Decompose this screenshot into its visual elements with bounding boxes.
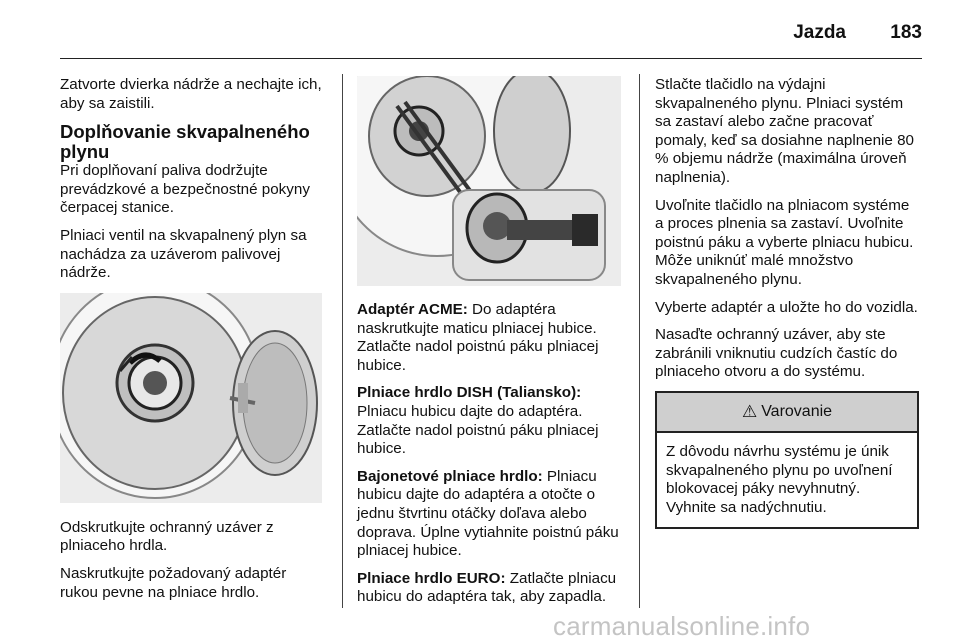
column-1 — [60, 76, 328, 611]
unscrew-cap-paragraph: Odskrutkujte ochranný uzáver z plniaceho hrdla. — [60, 518, 274, 555]
acme-adapter-text: Do adaptéra naskrutkujte maticu plniacej hubice. Zatlačte nadol poistnú páku plniacej hubice. — [357, 301, 599, 374]
euro-adapter-paragraph — [357, 570, 625, 607]
euro-adapter-text: Zatlačte plniacu hubicu do adaptéra tak, aby zapadla. — [357, 569, 617, 606]
filler-neck-illustration — [60, 293, 322, 503]
adapter-illustration — [357, 76, 621, 286]
fit-cap-paragraph: Nasaďte ochranný uzáver, aby ste zabránili vniknutiu cudzích častíc do plniaceho otvoru a do systému. — [655, 326, 898, 381]
column-2 — [357, 76, 625, 616]
figure-filler-neck — [60, 293, 322, 503]
warning-header — [657, 393, 917, 433]
watermark: carmanualsonline.info — [553, 611, 811, 641]
column-divider-2 — [639, 74, 640, 608]
column-divider-1 — [342, 74, 343, 608]
valve-location-paragraph: Plniaci ventil na skvapalnený plyn sa nachádza za uzáverom palivovej nádrže. — [60, 226, 307, 282]
warning-text: Z dôvodu návrhu systému je únik skvapalneného plynu po uvoľnení blokovacej páky nevyhnutný. Vyhnite sa nadýchnutiu. — [666, 442, 893, 516]
dish-adapter-paragraph — [357, 384, 625, 458]
header-divider — [60, 58, 922, 59]
bayonet-adapter-text: Plniacu hubicu dajte do adaptéra a otočte o jednu štvrtinu otáčky doľava alebo doprava. Úplne vytiahnite poistnú páku plniacej hubice. — [357, 467, 619, 560]
warning-box — [655, 391, 919, 529]
bayonet-adapter-label: Bajonetové plniace hrdlo: — [357, 467, 543, 485]
acme-adapter-label: Adaptér ACME: — [357, 301, 468, 318]
page-number: 183 — [890, 22, 922, 43]
press-button-paragraph: Stlačte tlačidlo na výdajni skvapalneného plynu. Plniaci systém sa zastaví alebo začne pracovať pomaly, keď sa dosiahne naplnenie 80 % objemu nádrže (maximálna úroveň naplnenia). — [655, 76, 914, 186]
warning-title: Varovanie — [761, 402, 833, 420]
euro-adapter-label: Plniace hrdlo EURO: — [357, 569, 506, 587]
section-heading: Doplňovanie skvapalneného plynu — [60, 121, 310, 163]
dish-adapter-label: Plniace hrdlo DISH (Taliansko): — [357, 384, 582, 402]
dish-adapter-text: Plniacu hubicu dajte do adaptéra. Zatlačte nadol poistnú páku plniacej hubice. — [357, 402, 599, 458]
warning-triangle-icon: ⚠ — [741, 401, 758, 421]
acme-adapter-paragraph — [357, 301, 625, 375]
column-3 — [655, 76, 921, 529]
remove-adapter-paragraph: Vyberte adaptér a uložte ho do vozidla. — [655, 298, 918, 316]
figure-adapter — [357, 76, 621, 286]
bayonet-adapter-paragraph — [357, 468, 625, 561]
page-title: Jazda — [793, 22, 846, 43]
section-paragraph: Pri doplňovaní paliva dodržujte prevádzkové a bezpečnostné pokyny čerpacej stanice. — [60, 162, 310, 217]
intro-paragraph: Zatvorte dvierka nádrže a nechajte ich, aby sa zaistili. — [60, 76, 322, 112]
screw-adapter-paragraph: Naskrutkujte požadovaný adaptér rukou pevne na plniace hrdlo. — [60, 564, 287, 601]
release-button-paragraph: Uvoľnite tlačidlo na plniacom systéme a proces plnenia sa zastaví. Uvoľnite poistnú páku a vyberte plniacu hubicu. Môže uniknúť malé množstvo skvapalneného plynu. — [655, 196, 914, 288]
